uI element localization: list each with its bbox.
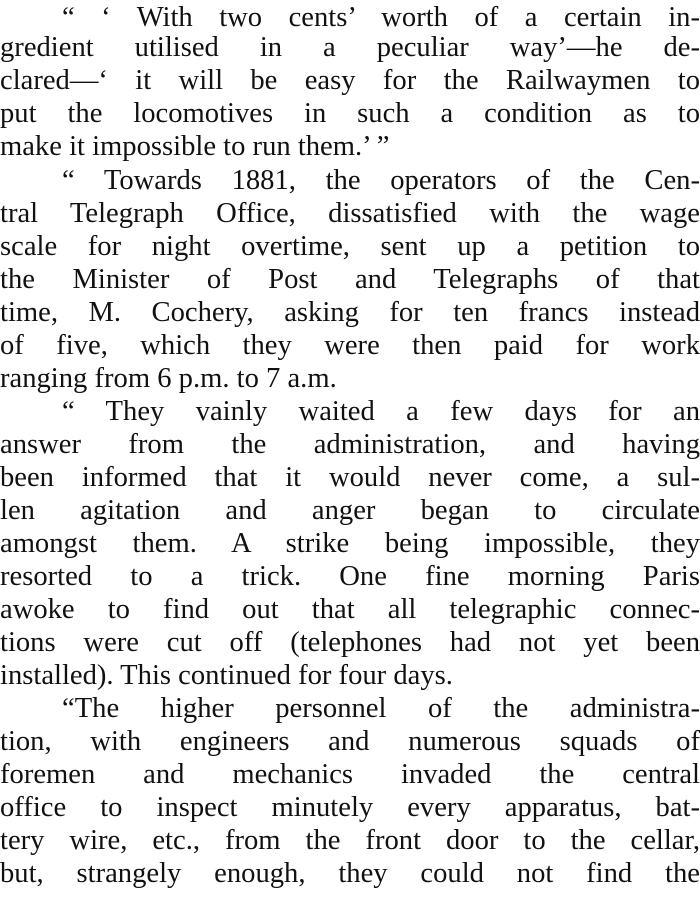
text-line: “ They vainly waited a few days for an xyxy=(62,396,700,427)
text-line: clared—‘ it will be easy for the Railwaymen to xyxy=(0,65,700,96)
text-line: tion, with engineers and numerous squads of xyxy=(0,726,700,757)
text-line: installed). This continued for four days. xyxy=(0,660,453,691)
text-line: resorted to a trick. One fine morning Paris xyxy=(0,561,700,592)
text-line: make it impossible to run them.’ ” xyxy=(0,131,390,162)
text-line: of five, which they were then paid for work xyxy=(0,330,700,361)
text-line: tral Telegraph Office, dissatisfied with the wage xyxy=(0,198,700,229)
text-line: len agitation and anger began to circulate xyxy=(0,495,700,526)
text-line: time, M. Cochery, asking for ten francs instead xyxy=(0,297,700,328)
text-line: “The higher personnel of the administra- xyxy=(62,693,700,724)
text-line: gredient utilised in a peculiar way’—he de- xyxy=(0,32,700,63)
text-line: tions were cut off (telephones had not yet been xyxy=(0,627,700,658)
text-line: but, strangely enough, they could not find the xyxy=(0,858,700,889)
text-line: answer from the administration, and having xyxy=(0,429,700,460)
text-line: “ ‘ With two cents’ worth of a certain in- xyxy=(62,2,700,33)
text-line: office to inspect minutely every apparatus, bat- xyxy=(0,792,700,823)
text-line: been informed that it would never come, a sul- xyxy=(0,462,700,493)
text-line: put the locomotives in such a condition as to xyxy=(0,98,700,129)
text-line: scale for night overtime, sent up a petition to xyxy=(0,231,700,262)
text-line: ranging from 6 p.m. to 7 a.m. xyxy=(0,363,337,394)
text-line: amongst them. A strike being impossible, they xyxy=(0,528,700,559)
text-line: awoke to find out that all telegraphic connec- xyxy=(0,594,700,625)
text-line: the Minister of Post and Telegraphs of that xyxy=(0,264,700,295)
text-line: “ Towards 1881, the operators of the Cen- xyxy=(62,165,700,196)
text-line: foremen and mechanics invaded the central xyxy=(0,759,700,790)
text-line: tery wire, etc., from the front door to the cellar, xyxy=(0,825,700,856)
